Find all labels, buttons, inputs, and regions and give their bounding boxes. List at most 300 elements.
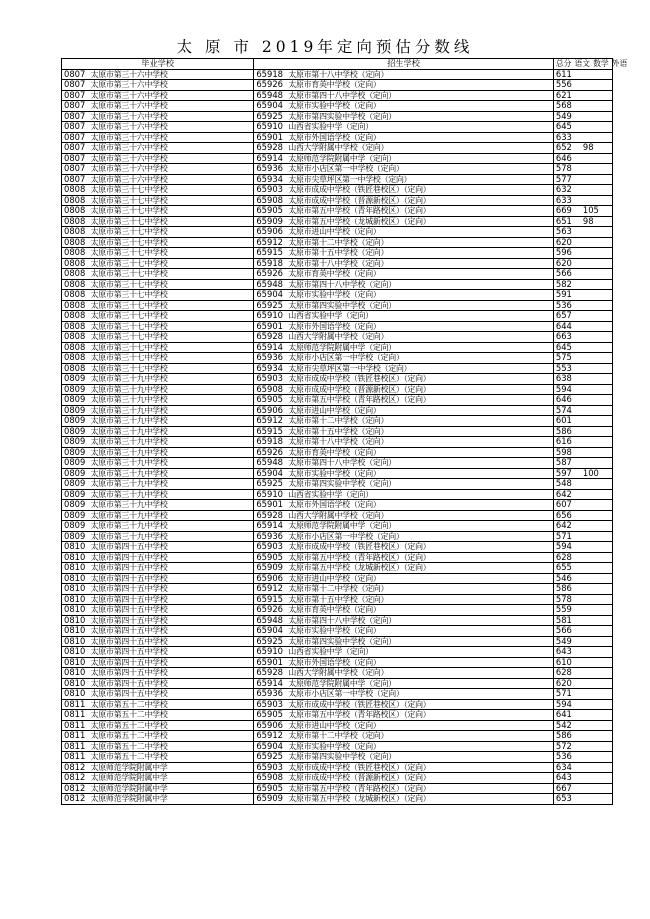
graduate-school-name: 太原市第三十七中学校 bbox=[90, 363, 168, 373]
target-school-cell bbox=[254, 90, 554, 101]
target-school-name: 太原市实验中学校（定向） bbox=[288, 741, 381, 751]
graduate-school-name: 太原市第三十七中学校 bbox=[90, 321, 168, 331]
chinese-score bbox=[583, 731, 611, 740]
score-cell bbox=[553, 290, 612, 301]
table-row bbox=[62, 216, 613, 227]
target-school-name: 太原市小店区第一中学校（定向） bbox=[288, 164, 404, 174]
table-row bbox=[62, 531, 613, 542]
graduate-school-cell bbox=[62, 699, 254, 710]
graduate-school-code: 0809 bbox=[64, 436, 91, 447]
score-cell bbox=[553, 90, 612, 101]
target-school-name: 太原市尖草坪区第一中学校（定向） bbox=[288, 174, 412, 184]
graduate-school-name: 太原市第三十六中学校 bbox=[90, 143, 168, 153]
graduate-school-cell bbox=[62, 605, 254, 616]
score-cell bbox=[553, 111, 612, 122]
target-school-name: 太原市实验中学校（定向） bbox=[288, 101, 381, 111]
graduate-school-code: 0809 bbox=[64, 446, 91, 457]
chinese-score bbox=[583, 353, 611, 362]
target-school-code: 65905 bbox=[256, 782, 289, 793]
graduate-school-code: 0811 bbox=[64, 719, 91, 730]
score-cell bbox=[553, 510, 612, 521]
target-school-cell bbox=[254, 174, 554, 185]
target-school-code: 65948 bbox=[256, 278, 289, 289]
graduate-school-name: 太原市第四十五中学校 bbox=[90, 605, 168, 615]
graduate-school-code: 0810 bbox=[64, 688, 91, 699]
chinese-score bbox=[583, 101, 611, 110]
score-cell bbox=[553, 300, 612, 311]
target-school-name: 太原市进山中学校（定向） bbox=[288, 405, 381, 415]
graduate-school-name: 太原市第三十七中学校 bbox=[90, 248, 168, 258]
target-school-cell bbox=[254, 248, 554, 259]
target-school-code: 65903 bbox=[256, 373, 289, 384]
graduate-school-code: 0809 bbox=[64, 467, 91, 478]
table-row bbox=[62, 647, 613, 658]
graduate-school-code: 0811 bbox=[64, 751, 91, 762]
graduate-school-name: 太原市第三十九中学校 bbox=[90, 437, 168, 447]
graduate-school-name: 太原市第三十九中学校 bbox=[90, 468, 168, 478]
graduate-school-code: 0808 bbox=[64, 226, 91, 237]
score-cell bbox=[553, 311, 612, 322]
graduate-school-code: 0811 bbox=[64, 730, 91, 741]
table-row bbox=[62, 594, 613, 605]
target-school-name: 太原市第十二中学校（定向） bbox=[288, 416, 389, 426]
total-score: 620 bbox=[555, 257, 572, 268]
target-school-cell bbox=[254, 101, 554, 112]
target-school-cell bbox=[254, 279, 554, 290]
graduate-school-name: 太原师范学院附属中学 bbox=[90, 783, 168, 793]
score-cell bbox=[553, 164, 612, 175]
total-score: 586 bbox=[555, 425, 572, 436]
score-cell bbox=[553, 237, 612, 248]
target-school-cell bbox=[254, 300, 554, 311]
graduate-school-name: 太原市第三十七中学校 bbox=[90, 353, 168, 363]
target-school-name: 太原市第五中学校（龙城新校区）（定向） bbox=[288, 216, 431, 226]
table-row bbox=[62, 668, 613, 679]
target-school-cell bbox=[254, 668, 554, 679]
graduate-school-cell bbox=[62, 773, 254, 784]
total-score: 628 bbox=[555, 667, 572, 678]
graduate-school-code: 0809 bbox=[64, 488, 91, 499]
target-school-code: 65910 bbox=[256, 646, 289, 657]
graduate-school-cell bbox=[62, 468, 254, 479]
target-school-cell bbox=[254, 647, 554, 658]
graduate-school-cell bbox=[62, 479, 254, 490]
graduate-school-cell bbox=[62, 762, 254, 773]
graduate-school-name: 太原市第三十九中学校 bbox=[90, 405, 168, 415]
score-cell bbox=[553, 563, 612, 574]
score-cell bbox=[553, 741, 612, 752]
target-school-name: 太原市第十八中学校（定向） bbox=[288, 437, 389, 447]
target-school-code: 65903 bbox=[256, 761, 289, 772]
target-school-cell bbox=[254, 615, 554, 626]
target-school-code: 65901 bbox=[256, 656, 289, 667]
target-school-name: 太原市小店区第一中学校（定向） bbox=[288, 531, 404, 541]
graduate-school-name: 太原市第三十九中学校 bbox=[90, 384, 168, 394]
table-row bbox=[62, 447, 613, 458]
score-cell bbox=[553, 437, 612, 448]
table-row bbox=[62, 426, 613, 437]
score-cell bbox=[553, 531, 612, 542]
chinese-score bbox=[583, 532, 611, 541]
target-school-cell bbox=[254, 447, 554, 458]
table-row bbox=[62, 279, 613, 290]
target-school-code: 65928 bbox=[256, 142, 289, 153]
chinese-score bbox=[583, 175, 611, 184]
table-row bbox=[62, 80, 613, 91]
target-school-cell bbox=[254, 416, 554, 427]
graduate-school-code: 0807 bbox=[64, 121, 91, 132]
graduate-school-cell bbox=[62, 311, 254, 322]
table-row bbox=[62, 752, 613, 763]
chinese-score bbox=[583, 584, 611, 593]
table-row bbox=[62, 657, 613, 668]
target-school-code: 65918 bbox=[256, 257, 289, 268]
graduate-school-code: 0808 bbox=[64, 257, 91, 268]
target-school-name: 太原市第十五中学校（定向） bbox=[288, 248, 389, 258]
chinese-score bbox=[583, 133, 611, 142]
table-row bbox=[62, 720, 613, 731]
chinese-score bbox=[583, 700, 611, 709]
table-row bbox=[62, 794, 613, 805]
total-score: 632 bbox=[555, 184, 572, 195]
target-school-name: 太原市第五中学校（青年路校区）（定向） bbox=[288, 710, 431, 720]
graduate-school-name: 太原市第三十六中学校 bbox=[90, 132, 168, 142]
table-row bbox=[62, 353, 613, 364]
target-school-cell bbox=[254, 783, 554, 794]
graduate-school-cell bbox=[62, 416, 254, 427]
table-row bbox=[62, 500, 613, 511]
graduate-school-cell bbox=[62, 783, 254, 794]
target-school-cell bbox=[254, 542, 554, 553]
score-cell bbox=[553, 122, 612, 133]
total-score: 578 bbox=[555, 163, 572, 174]
chinese-score bbox=[583, 595, 611, 604]
chinese-score: 100 bbox=[582, 467, 599, 478]
target-school-code: 65901 bbox=[256, 131, 289, 142]
target-school-code: 65914 bbox=[256, 677, 289, 688]
chinese-score bbox=[583, 122, 611, 131]
graduate-school-cell bbox=[62, 206, 254, 217]
total-score: 656 bbox=[555, 509, 572, 520]
chinese-score bbox=[583, 616, 611, 625]
table-row bbox=[62, 542, 613, 553]
graduate-school-name: 太原市第三十九中学校 bbox=[90, 479, 168, 489]
graduate-school-name: 太原市第三十七中学校 bbox=[90, 206, 168, 216]
total-score: 563 bbox=[555, 226, 572, 237]
target-school-code: 65948 bbox=[256, 614, 289, 625]
target-school-name: 太原师范学院附属中学（定向） bbox=[288, 678, 396, 688]
target-school-code: 65904 bbox=[256, 100, 289, 111]
table-row bbox=[62, 636, 613, 647]
graduate-school-cell bbox=[62, 174, 254, 185]
score-cell bbox=[553, 353, 612, 364]
chinese-score bbox=[583, 311, 611, 320]
table-row bbox=[62, 762, 613, 773]
graduate-school-cell bbox=[62, 258, 254, 269]
target-school-name: 山西大学附属中学校（定向） bbox=[288, 332, 389, 342]
table-row bbox=[62, 773, 613, 784]
table-row bbox=[62, 468, 613, 479]
score-cell bbox=[553, 500, 612, 511]
graduate-school-name: 太原市第四十五中学校 bbox=[90, 584, 168, 594]
target-school-cell bbox=[254, 164, 554, 175]
chinese-score bbox=[583, 490, 611, 499]
score-cell bbox=[553, 279, 612, 290]
graduate-school-code: 0809 bbox=[64, 404, 91, 415]
target-school-code: 65915 bbox=[256, 593, 289, 604]
graduate-school-code: 0809 bbox=[64, 383, 91, 394]
graduate-school-cell bbox=[62, 500, 254, 511]
total-score: 571 bbox=[555, 688, 572, 699]
table-row bbox=[62, 122, 613, 133]
target-school-name: 太原市成成中学校（晋源新校区）（定向） bbox=[288, 195, 431, 205]
graduate-school-name: 太原市第五十二中学校 bbox=[90, 731, 168, 741]
graduate-school-code: 0810 bbox=[64, 541, 91, 552]
graduate-school-name: 太原师范学院附属中学 bbox=[90, 794, 168, 804]
chinese-score bbox=[583, 437, 611, 446]
target-school-cell bbox=[254, 500, 554, 511]
chinese-score bbox=[583, 374, 611, 383]
target-school-name: 太原市小店区第一中学校（定向） bbox=[288, 353, 404, 363]
table-row bbox=[62, 90, 613, 101]
target-school-code: 65936 bbox=[256, 352, 289, 363]
total-score: 628 bbox=[555, 551, 572, 562]
target-school-cell bbox=[254, 636, 554, 647]
target-school-name: 太原市育英中学校（定向） bbox=[288, 269, 381, 279]
total-score: 663 bbox=[555, 331, 572, 342]
graduate-school-name: 太原市第三十七中学校 bbox=[90, 227, 168, 237]
total-score: 594 bbox=[555, 541, 572, 552]
table-row bbox=[62, 710, 613, 721]
total-score: 549 bbox=[555, 110, 572, 121]
table-row bbox=[62, 248, 613, 259]
graduate-school-cell bbox=[62, 678, 254, 689]
score-cell bbox=[553, 647, 612, 658]
chinese-score bbox=[583, 784, 611, 793]
score-cell bbox=[553, 80, 612, 91]
target-school-code: 65904 bbox=[256, 289, 289, 300]
chinese-score bbox=[583, 238, 611, 247]
target-school-code: 65903 bbox=[256, 698, 289, 709]
chinese-score bbox=[583, 710, 611, 719]
target-school-cell bbox=[254, 111, 554, 122]
table-row bbox=[62, 363, 613, 374]
table-row bbox=[62, 185, 613, 196]
table-row bbox=[62, 290, 613, 301]
graduate-school-name: 太原市第五十二中学校 bbox=[90, 752, 168, 762]
graduate-school-cell bbox=[62, 752, 254, 763]
table-row bbox=[62, 510, 613, 521]
target-school-name: 太原市第五中学校（青年路校区）（定向） bbox=[288, 783, 431, 793]
graduate-school-code: 0810 bbox=[64, 677, 91, 688]
graduate-school-name: 太原市第三十七中学校 bbox=[90, 311, 168, 321]
target-school-code: 65904 bbox=[256, 467, 289, 478]
target-school-name: 太原市实验中学校（定向） bbox=[288, 468, 381, 478]
target-school-cell bbox=[254, 710, 554, 721]
table-header-row bbox=[62, 59, 613, 70]
graduate-school-cell bbox=[62, 353, 254, 364]
score-cell bbox=[553, 710, 612, 721]
target-school-code: 65909 bbox=[256, 215, 289, 226]
total-score: 598 bbox=[555, 446, 572, 457]
graduate-school-code: 0808 bbox=[64, 362, 91, 373]
graduate-school-name: 太原市第三十六中学校 bbox=[90, 153, 168, 163]
score-cell bbox=[553, 458, 612, 469]
graduate-school-code: 0808 bbox=[64, 278, 91, 289]
graduate-school-cell bbox=[62, 521, 254, 532]
graduate-school-code: 0807 bbox=[64, 163, 91, 174]
graduate-school-cell bbox=[62, 458, 254, 469]
chinese-score bbox=[583, 343, 611, 352]
header-total: 总分 bbox=[555, 59, 572, 69]
graduate-school-code: 0810 bbox=[64, 635, 91, 646]
target-school-code: 65914 bbox=[256, 341, 289, 352]
target-school-cell bbox=[254, 594, 554, 605]
graduate-school-name: 太原市第三十七中学校 bbox=[90, 290, 168, 300]
header-math: 数学 bbox=[593, 59, 609, 69]
graduate-school-cell bbox=[62, 111, 254, 122]
graduate-school-code: 0808 bbox=[64, 289, 91, 300]
graduate-school-name: 太原市第四十五中学校 bbox=[90, 636, 168, 646]
graduate-school-name: 太原市第三十九中学校 bbox=[90, 489, 168, 499]
graduate-school-cell bbox=[62, 80, 254, 91]
graduate-school-name: 太原市第三十九中学校 bbox=[90, 510, 168, 520]
chinese-score: 98 bbox=[582, 142, 594, 153]
total-score: 645 bbox=[555, 341, 572, 352]
target-school-name: 山西大学附属中学校（定向） bbox=[288, 668, 389, 678]
graduate-school-code: 0810 bbox=[64, 614, 91, 625]
target-school-cell bbox=[254, 699, 554, 710]
table-row bbox=[62, 311, 613, 322]
target-school-code: 65906 bbox=[256, 572, 289, 583]
graduate-school-code: 0810 bbox=[64, 646, 91, 657]
total-score: 586 bbox=[555, 730, 572, 741]
graduate-school-code: 0809 bbox=[64, 415, 91, 426]
target-school-name: 太原市第十五中学校（定向） bbox=[288, 426, 389, 436]
graduate-school-name: 太原市第三十九中学校 bbox=[90, 500, 168, 510]
graduate-school-cell bbox=[62, 626, 254, 637]
score-cell bbox=[553, 206, 612, 217]
page-title: 太 原 市 2019年定向预估分数线 bbox=[176, 38, 474, 56]
graduate-school-cell bbox=[62, 720, 254, 731]
graduate-school-name: 太原市第四十五中学校 bbox=[90, 615, 168, 625]
target-school-code: 65915 bbox=[256, 425, 289, 436]
score-cell bbox=[553, 269, 612, 280]
table-body bbox=[62, 69, 613, 804]
graduate-school-cell bbox=[62, 731, 254, 742]
graduate-school-name: 太原市第三十六中学校 bbox=[90, 101, 168, 111]
target-school-code: 65908 bbox=[256, 772, 289, 783]
score-cell bbox=[553, 720, 612, 731]
graduate-school-cell bbox=[62, 426, 254, 437]
chinese-score bbox=[583, 521, 611, 530]
graduate-school-name: 太原市第五十二中学校 bbox=[90, 699, 168, 709]
table-row bbox=[62, 374, 613, 385]
target-school-name: 太原市第四实验中学校（定向） bbox=[288, 479, 396, 489]
graduate-school-code: 0811 bbox=[64, 740, 91, 751]
score-cell bbox=[553, 384, 612, 395]
target-school-code: 65912 bbox=[256, 730, 289, 741]
header-scores bbox=[553, 59, 628, 70]
target-school-name: 太原市成成中学校（晋源新校区）（定向） bbox=[288, 773, 431, 783]
graduate-school-cell bbox=[62, 269, 254, 280]
graduate-school-code: 0810 bbox=[64, 572, 91, 583]
target-school-cell bbox=[254, 363, 554, 374]
graduate-school-code: 0809 bbox=[64, 457, 91, 468]
target-school-name: 太原市进山中学校（定向） bbox=[288, 573, 381, 583]
total-score: 594 bbox=[555, 383, 572, 394]
graduate-school-code: 0807 bbox=[64, 89, 91, 100]
score-cell bbox=[553, 374, 612, 385]
target-school-cell bbox=[254, 731, 554, 742]
target-school-cell bbox=[254, 332, 554, 343]
score-cell bbox=[553, 395, 612, 406]
graduate-school-cell bbox=[62, 195, 254, 206]
target-school-code: 65912 bbox=[256, 415, 289, 426]
target-school-cell bbox=[254, 206, 554, 217]
target-school-name: 太原市第四实验中学校（定向） bbox=[288, 111, 396, 121]
score-cell bbox=[553, 69, 612, 80]
target-school-cell bbox=[254, 773, 554, 784]
chinese-score bbox=[583, 763, 611, 772]
score-cell bbox=[553, 468, 612, 479]
total-score: 578 bbox=[555, 593, 572, 604]
total-score: 652 bbox=[555, 142, 572, 153]
table-row bbox=[62, 678, 613, 689]
graduate-school-code: 0807 bbox=[64, 79, 91, 90]
total-score: 577 bbox=[555, 173, 572, 184]
target-school-name: 太原市外国语学校（定向） bbox=[288, 500, 381, 510]
table-row bbox=[62, 174, 613, 185]
table-row bbox=[62, 153, 613, 164]
chinese-score bbox=[583, 637, 611, 646]
graduate-school-cell bbox=[62, 615, 254, 626]
graduate-school-code: 0810 bbox=[64, 656, 91, 667]
table-row bbox=[62, 521, 613, 532]
total-score: 542 bbox=[555, 719, 572, 730]
target-school-code: 65905 bbox=[256, 205, 289, 216]
total-score: 657 bbox=[555, 310, 572, 321]
target-school-code: 65936 bbox=[256, 688, 289, 699]
target-school-cell bbox=[254, 195, 554, 206]
table-row bbox=[62, 741, 613, 752]
chinese-score bbox=[583, 427, 611, 436]
target-school-cell bbox=[254, 374, 554, 385]
graduate-school-cell bbox=[62, 584, 254, 595]
table-row bbox=[62, 605, 613, 616]
table-row bbox=[62, 300, 613, 311]
score-cell bbox=[553, 363, 612, 374]
total-score: 607 bbox=[555, 499, 572, 510]
score-cell bbox=[553, 227, 612, 238]
score-cell bbox=[553, 248, 612, 259]
total-score: 596 bbox=[555, 247, 572, 258]
score-cell bbox=[553, 699, 612, 710]
target-school-name: 太原市第十五中学校（定向） bbox=[288, 594, 389, 604]
target-school-cell bbox=[254, 132, 554, 143]
graduate-school-name: 太原市第三十七中学校 bbox=[90, 237, 168, 247]
target-school-code: 65903 bbox=[256, 184, 289, 195]
target-school-cell bbox=[254, 458, 554, 469]
graduate-school-name: 太原市第三十七中学校 bbox=[90, 279, 168, 289]
total-score: 669 bbox=[555, 205, 572, 216]
graduate-school-code: 0807 bbox=[64, 142, 91, 153]
score-cell bbox=[553, 773, 612, 784]
target-school-name: 山西大学附属中学校（定向） bbox=[288, 510, 389, 520]
target-school-cell bbox=[254, 290, 554, 301]
graduate-school-cell bbox=[62, 689, 254, 700]
target-school-cell bbox=[254, 227, 554, 238]
